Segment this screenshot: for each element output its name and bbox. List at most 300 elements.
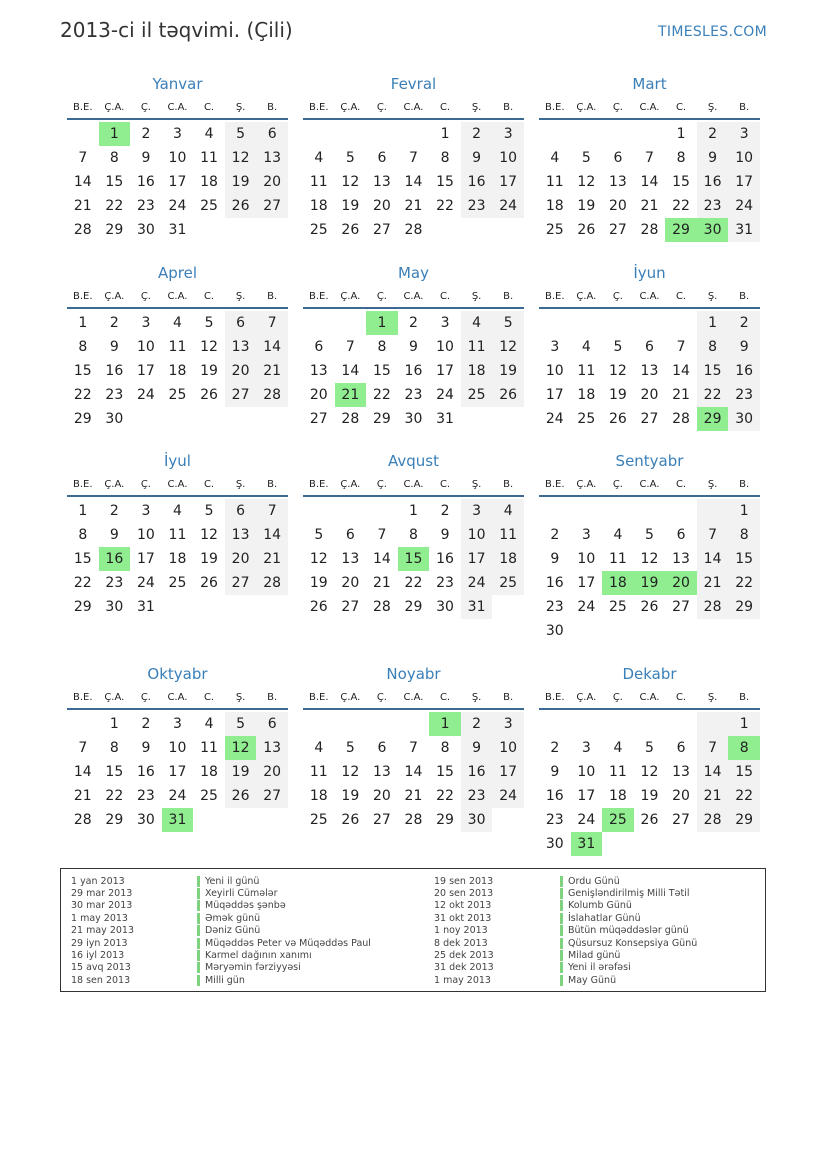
day-cell[interactable]: 15 [105, 174, 124, 190]
day-cell[interactable]: 29 [728, 808, 760, 832]
day-cell[interactable]: 2 [697, 122, 729, 146]
day-cell[interactable]: 24 [492, 784, 524, 808]
day-cell[interactable]: 9 [440, 527, 450, 543]
day-cell[interactable]: 6 [345, 527, 355, 543]
day-cell[interactable]: 29 [105, 812, 124, 828]
day-cell[interactable]: 29 [105, 222, 124, 238]
day-cell[interactable]: 30 [105, 599, 124, 615]
day-cell[interactable]: 8 [440, 150, 450, 166]
day-cell[interactable]: 7 [78, 740, 88, 756]
day-cell[interactable]: 30 [105, 411, 124, 427]
day-cell[interactable]: 2 [141, 126, 151, 142]
day-cell[interactable]: 18 [168, 363, 187, 379]
day-cell[interactable]: 5 [225, 712, 257, 736]
day-cell[interactable]: 9 [141, 150, 151, 166]
day-cell[interactable]: 1 [78, 503, 88, 519]
day-cell[interactable]: 14 [404, 174, 423, 190]
day-cell[interactable]: 28 [697, 595, 729, 619]
day-cell[interactable]: 21 [697, 571, 729, 595]
day-cell[interactable]: 22 [404, 575, 423, 591]
day-cell[interactable]: 17 [168, 174, 187, 190]
day-cell[interactable]: 13 [225, 335, 257, 359]
day-cell[interactable]: 9 [109, 527, 119, 543]
day-cell[interactable]: 7 [345, 339, 355, 355]
day-cell[interactable]: 15 [398, 547, 430, 571]
day-cell[interactable]: 27 [309, 411, 328, 427]
day-cell[interactable]: 26 [200, 575, 218, 591]
day-cell[interactable]: 17 [461, 547, 493, 571]
day-cell[interactable]: 6 [676, 740, 686, 756]
day-cell[interactable]: 9 [461, 146, 493, 170]
day-cell[interactable]: 24 [577, 812, 596, 828]
day-cell[interactable]: 20 [309, 387, 328, 403]
day-cell[interactable]: 20 [256, 760, 288, 784]
day-cell[interactable]: 1 [99, 122, 131, 146]
day-cell[interactable]: 14 [372, 551, 391, 567]
day-cell[interactable]: 25 [461, 383, 493, 407]
day-cell[interactable]: 8 [697, 335, 729, 359]
day-cell[interactable]: 4 [173, 503, 182, 519]
day-cell[interactable]: 11 [200, 150, 218, 166]
day-cell[interactable]: 14 [73, 174, 92, 190]
day-cell[interactable]: 22 [372, 387, 391, 403]
day-cell[interactable]: 15 [73, 551, 92, 567]
day-cell[interactable]: 19 [341, 788, 360, 804]
day-cell[interactable]: 18 [200, 764, 218, 780]
day-cell[interactable]: 26 [225, 784, 257, 808]
day-cell[interactable]: 19 [492, 359, 524, 383]
day-cell[interactable]: 13 [256, 736, 288, 760]
day-cell[interactable]: 26 [577, 222, 596, 238]
day-cell[interactable]: 8 [728, 736, 760, 760]
day-cell[interactable]: 20 [640, 387, 659, 403]
day-cell[interactable]: 17 [168, 764, 187, 780]
day-cell[interactable]: 16 [436, 551, 454, 567]
day-cell[interactable]: 3 [173, 126, 182, 142]
day-cell[interactable]: 26 [608, 411, 627, 427]
day-cell[interactable]: 29 [73, 599, 92, 615]
day-cell[interactable]: 13 [672, 764, 690, 780]
day-cell[interactable]: 15 [697, 359, 729, 383]
day-cell[interactable]: 17 [577, 788, 596, 804]
day-cell[interactable]: 9 [728, 335, 760, 359]
day-cell[interactable]: 5 [345, 740, 355, 756]
day-cell[interactable]: 19 [577, 198, 596, 214]
day-cell[interactable]: 7 [256, 499, 288, 523]
day-cell[interactable]: 11 [168, 339, 187, 355]
day-cell[interactable]: 25 [309, 222, 328, 238]
day-cell[interactable]: 1 [728, 499, 760, 523]
day-cell[interactable]: 23 [136, 788, 155, 804]
day-cell[interactable]: 8 [728, 523, 760, 547]
day-cell[interactable]: 17 [492, 170, 524, 194]
day-cell[interactable]: 9 [697, 146, 729, 170]
day-cell[interactable]: 10 [168, 740, 187, 756]
day-cell[interactable]: 5 [345, 150, 355, 166]
day-cell[interactable]: 13 [341, 551, 360, 567]
day-cell[interactable]: 14 [256, 523, 288, 547]
day-cell[interactable]: 21 [73, 788, 92, 804]
day-cell[interactable]: 9 [461, 736, 493, 760]
day-cell[interactable]: 16 [697, 170, 729, 194]
day-cell[interactable]: 11 [168, 527, 187, 543]
day-cell[interactable]: 24 [545, 411, 564, 427]
day-cell[interactable]: 30 [697, 218, 729, 242]
day-cell[interactable]: 30 [728, 407, 760, 431]
day-cell[interactable]: 7 [409, 740, 418, 756]
day-cell[interactable]: 20 [672, 788, 690, 804]
day-cell[interactable]: 6 [256, 122, 288, 146]
day-cell[interactable]: 2 [141, 716, 151, 732]
day-cell[interactable]: 20 [225, 359, 257, 383]
day-cell[interactable]: 25 [168, 575, 187, 591]
day-cell[interactable]: 16 [136, 174, 155, 190]
day-cell[interactable]: 2 [409, 315, 418, 331]
day-cell[interactable]: 18 [200, 174, 218, 190]
day-cell[interactable]: 30 [545, 836, 564, 852]
day-cell[interactable]: 11 [309, 764, 328, 780]
day-cell[interactable]: 15 [372, 363, 391, 379]
day-cell[interactable]: 22 [672, 198, 690, 214]
day-cell[interactable]: 15 [105, 764, 124, 780]
day-cell[interactable]: 14 [697, 547, 729, 571]
day-cell[interactable]: 2 [461, 122, 493, 146]
day-cell[interactable]: 2 [109, 503, 119, 519]
day-cell[interactable]: 19 [640, 788, 659, 804]
day-cell[interactable]: 21 [672, 387, 690, 403]
day-cell[interactable]: 10 [492, 736, 524, 760]
day-cell[interactable]: 9 [141, 740, 151, 756]
day-cell[interactable]: 29 [665, 218, 697, 242]
day-cell[interactable]: 27 [256, 784, 288, 808]
day-cell[interactable]: 12 [225, 736, 257, 760]
day-cell[interactable]: 2 [728, 311, 760, 335]
day-cell[interactable]: 7 [676, 339, 686, 355]
day-cell[interactable]: 3 [461, 499, 493, 523]
day-cell[interactable]: 18 [602, 571, 634, 595]
day-cell[interactable]: 30 [136, 812, 155, 828]
day-cell[interactable]: 19 [200, 363, 218, 379]
day-cell[interactable]: 16 [105, 363, 124, 379]
day-cell[interactable]: 19 [225, 760, 257, 784]
day-cell[interactable]: 1 [409, 503, 418, 519]
day-cell[interactable]: 18 [545, 198, 564, 214]
day-cell[interactable]: 21 [256, 359, 288, 383]
day-cell[interactable]: 3 [581, 740, 591, 756]
day-cell[interactable]: 15 [436, 174, 454, 190]
day-cell[interactable]: 13 [256, 146, 288, 170]
day-cell[interactable]: 27 [225, 571, 257, 595]
day-cell[interactable]: 10 [577, 551, 596, 567]
day-cell[interactable]: 26 [492, 383, 524, 407]
day-cell[interactable]: 18 [577, 387, 596, 403]
day-cell[interactable]: 21 [256, 547, 288, 571]
day-cell[interactable]: 28 [672, 411, 690, 427]
day-cell[interactable]: 25 [602, 808, 634, 832]
day-cell[interactable]: 12 [309, 551, 328, 567]
day-cell[interactable]: 12 [577, 174, 596, 190]
day-cell[interactable]: 24 [136, 387, 155, 403]
day-cell[interactable]: 23 [436, 575, 454, 591]
day-cell[interactable]: 31 [162, 808, 194, 832]
day-cell[interactable]: 15 [73, 363, 92, 379]
day-cell[interactable]: 1 [440, 126, 450, 142]
day-cell[interactable]: 17 [545, 387, 564, 403]
day-cell[interactable]: 23 [697, 194, 729, 218]
day-cell[interactable]: 5 [225, 122, 257, 146]
day-cell[interactable]: 5 [645, 740, 654, 756]
day-cell[interactable]: 22 [728, 784, 760, 808]
day-cell[interactable]: 5 [204, 315, 214, 331]
day-cell[interactable]: 4 [613, 527, 623, 543]
day-cell[interactable]: 23 [545, 599, 564, 615]
day-cell[interactable]: 23 [728, 383, 760, 407]
day-cell[interactable]: 6 [613, 150, 623, 166]
day-cell[interactable]: 12 [608, 363, 627, 379]
day-cell[interactable]: 12 [341, 174, 360, 190]
day-cell[interactable]: 28 [372, 599, 391, 615]
day-cell[interactable]: 25 [309, 812, 328, 828]
day-cell[interactable]: 29 [372, 411, 391, 427]
day-cell[interactable]: 7 [409, 150, 418, 166]
day-cell[interactable]: 6 [377, 740, 387, 756]
day-cell[interactable]: 26 [341, 812, 360, 828]
day-cell[interactable]: 1 [676, 126, 686, 142]
day-cell[interactable]: 4 [613, 740, 623, 756]
day-cell[interactable]: 6 [377, 150, 387, 166]
day-cell[interactable]: 17 [136, 363, 155, 379]
day-cell[interactable]: 18 [309, 788, 328, 804]
day-cell[interactable]: 8 [409, 527, 418, 543]
day-cell[interactable]: 12 [341, 764, 360, 780]
day-cell[interactable]: 3 [581, 527, 591, 543]
day-cell[interactable]: 9 [550, 551, 560, 567]
day-cell[interactable]: 4 [204, 716, 214, 732]
day-cell[interactable]: 6 [676, 527, 686, 543]
day-cell[interactable]: 27 [256, 194, 288, 218]
day-cell[interactable]: 8 [78, 339, 88, 355]
day-cell[interactable]: 27 [372, 812, 391, 828]
day-cell[interactable]: 1 [78, 315, 88, 331]
day-cell[interactable]: 14 [341, 363, 360, 379]
day-cell[interactable]: 5 [204, 503, 214, 519]
day-cell[interactable]: 29 [73, 411, 92, 427]
day-cell[interactable]: 4 [314, 740, 324, 756]
day-cell[interactable]: 23 [105, 575, 124, 591]
day-cell[interactable]: 10 [168, 150, 187, 166]
day-cell[interactable]: 10 [577, 764, 596, 780]
day-cell[interactable]: 11 [461, 335, 493, 359]
day-cell[interactable]: 30 [461, 808, 493, 832]
day-cell[interactable]: 7 [256, 311, 288, 335]
day-cell[interactable]: 31 [136, 599, 155, 615]
day-cell[interactable]: 17 [492, 760, 524, 784]
day-cell[interactable]: 24 [436, 387, 454, 403]
day-cell[interactable]: 11 [577, 363, 596, 379]
day-cell[interactable]: 18 [309, 198, 328, 214]
day-cell[interactable]: 22 [73, 575, 92, 591]
day-cell[interactable]: 16 [545, 575, 564, 591]
day-cell[interactable]: 10 [136, 339, 155, 355]
day-cell[interactable]: 18 [461, 359, 493, 383]
day-cell[interactable]: 17 [577, 575, 596, 591]
day-cell[interactable]: 21 [372, 575, 391, 591]
day-cell[interactable]: 29 [728, 595, 760, 619]
day-cell[interactable]: 3 [141, 503, 151, 519]
day-cell[interactable]: 6 [256, 712, 288, 736]
day-cell[interactable]: 7 [645, 150, 654, 166]
day-cell[interactable]: 16 [461, 760, 493, 784]
day-cell[interactable]: 1 [429, 712, 461, 736]
day-cell[interactable]: 18 [168, 551, 187, 567]
day-cell[interactable]: 13 [372, 764, 391, 780]
day-cell[interactable]: 19 [309, 575, 328, 591]
day-cell[interactable]: 30 [436, 599, 454, 615]
day-cell[interactable]: 14 [697, 760, 729, 784]
day-cell[interactable]: 26 [341, 222, 360, 238]
day-cell[interactable]: 16 [728, 359, 760, 383]
day-cell[interactable]: 31 [436, 411, 454, 427]
day-cell[interactable]: 16 [136, 764, 155, 780]
day-cell[interactable]: 19 [634, 571, 666, 595]
day-cell[interactable]: 3 [440, 315, 450, 331]
day-cell[interactable]: 28 [256, 571, 288, 595]
day-cell[interactable]: 14 [256, 335, 288, 359]
day-cell[interactable]: 1 [366, 311, 398, 335]
day-cell[interactable]: 4 [492, 499, 524, 523]
day-cell[interactable]: 11 [608, 764, 627, 780]
day-cell[interactable]: 10 [436, 339, 454, 355]
day-cell[interactable]: 23 [545, 812, 564, 828]
day-cell[interactable]: 20 [372, 788, 391, 804]
day-cell[interactable]: 21 [404, 198, 423, 214]
day-cell[interactable]: 4 [461, 311, 493, 335]
day-cell[interactable]: 22 [105, 788, 124, 804]
day-cell[interactable]: 21 [697, 784, 729, 808]
day-cell[interactable]: 13 [309, 363, 328, 379]
day-cell[interactable]: 25 [168, 387, 187, 403]
day-cell[interactable]: 13 [225, 523, 257, 547]
day-cell[interactable]: 2 [109, 315, 119, 331]
day-cell[interactable]: 5 [492, 311, 524, 335]
day-cell[interactable]: 9 [409, 339, 418, 355]
day-cell[interactable]: 13 [640, 363, 659, 379]
day-cell[interactable]: 20 [665, 571, 697, 595]
day-cell[interactable]: 31 [461, 595, 493, 619]
day-cell[interactable]: 24 [492, 194, 524, 218]
day-cell[interactable]: 16 [545, 788, 564, 804]
day-cell[interactable]: 11 [545, 174, 564, 190]
day-cell[interactable]: 15 [728, 547, 760, 571]
day-cell[interactable]: 25 [545, 222, 564, 238]
day-cell[interactable]: 28 [697, 808, 729, 832]
day-cell[interactable]: 10 [545, 363, 564, 379]
day-cell[interactable]: 10 [461, 523, 493, 547]
day-cell[interactable]: 1 [697, 311, 729, 335]
day-cell[interactable]: 16 [404, 363, 423, 379]
day-cell[interactable]: 13 [372, 174, 391, 190]
day-cell[interactable]: 21 [335, 383, 367, 407]
day-cell[interactable]: 23 [136, 198, 155, 214]
day-cell[interactable]: 3 [492, 122, 524, 146]
day-cell[interactable]: 3 [728, 122, 760, 146]
day-cell[interactable]: 6 [645, 339, 654, 355]
day-cell[interactable]: 6 [314, 339, 324, 355]
day-cell[interactable]: 31 [728, 218, 760, 242]
day-cell[interactable]: 1 [109, 716, 119, 732]
day-cell[interactable]: 21 [640, 198, 659, 214]
day-cell[interactable]: 25 [200, 198, 218, 214]
day-cell[interactable]: 24 [168, 198, 187, 214]
day-cell[interactable]: 9 [109, 339, 119, 355]
day-cell[interactable]: 8 [109, 150, 119, 166]
day-cell[interactable]: 17 [436, 363, 454, 379]
day-cell[interactable]: 19 [341, 198, 360, 214]
day-cell[interactable]: 23 [404, 387, 423, 403]
day-cell[interactable]: 6 [225, 499, 257, 523]
day-cell[interactable]: 11 [200, 740, 218, 756]
day-cell[interactable]: 25 [608, 599, 627, 615]
day-cell[interactable]: 6 [225, 311, 257, 335]
day-cell[interactable]: 5 [581, 150, 591, 166]
day-cell[interactable]: 28 [341, 411, 360, 427]
day-cell[interactable]: 28 [256, 383, 288, 407]
day-cell[interactable]: 31 [168, 222, 187, 238]
day-cell[interactable]: 3 [492, 712, 524, 736]
day-cell[interactable]: 30 [545, 623, 564, 639]
day-cell[interactable]: 24 [577, 599, 596, 615]
day-cell[interactable]: 31 [571, 832, 603, 856]
day-cell[interactable]: 19 [200, 551, 218, 567]
day-cell[interactable]: 10 [136, 527, 155, 543]
day-cell[interactable]: 18 [608, 788, 627, 804]
brand-link[interactable]: TIMESLES.COM [658, 24, 767, 40]
day-cell[interactable]: 22 [73, 387, 92, 403]
day-cell[interactable]: 13 [672, 551, 690, 567]
day-cell[interactable]: 2 [461, 712, 493, 736]
day-cell[interactable]: 15 [436, 764, 454, 780]
day-cell[interactable]: 9 [550, 764, 560, 780]
day-cell[interactable]: 29 [697, 407, 729, 431]
day-cell[interactable]: 28 [640, 222, 659, 238]
day-cell[interactable]: 29 [436, 812, 454, 828]
day-cell[interactable]: 12 [640, 764, 659, 780]
day-cell[interactable]: 25 [200, 788, 218, 804]
day-cell[interactable]: 23 [461, 784, 493, 808]
day-cell[interactable]: 24 [168, 788, 187, 804]
day-cell[interactable]: 10 [492, 146, 524, 170]
day-cell[interactable]: 7 [697, 736, 729, 760]
day-cell[interactable]: 2 [550, 527, 560, 543]
day-cell[interactable]: 5 [645, 527, 654, 543]
day-cell[interactable]: 8 [676, 150, 686, 166]
day-cell[interactable]: 1 [728, 712, 760, 736]
day-cell[interactable]: 4 [550, 150, 560, 166]
day-cell[interactable]: 16 [461, 170, 493, 194]
day-cell[interactable]: 20 [341, 575, 360, 591]
day-cell[interactable]: 13 [608, 174, 627, 190]
day-cell[interactable]: 28 [73, 812, 92, 828]
day-cell[interactable]: 22 [697, 383, 729, 407]
day-cell[interactable]: 3 [141, 315, 151, 331]
day-cell[interactable]: 12 [225, 146, 257, 170]
day-cell[interactable]: 22 [436, 198, 454, 214]
day-cell[interactable]: 26 [200, 387, 218, 403]
day-cell[interactable]: 12 [640, 551, 659, 567]
day-cell[interactable]: 8 [109, 740, 119, 756]
day-cell[interactable]: 12 [492, 335, 524, 359]
day-cell[interactable]: 7 [697, 523, 729, 547]
